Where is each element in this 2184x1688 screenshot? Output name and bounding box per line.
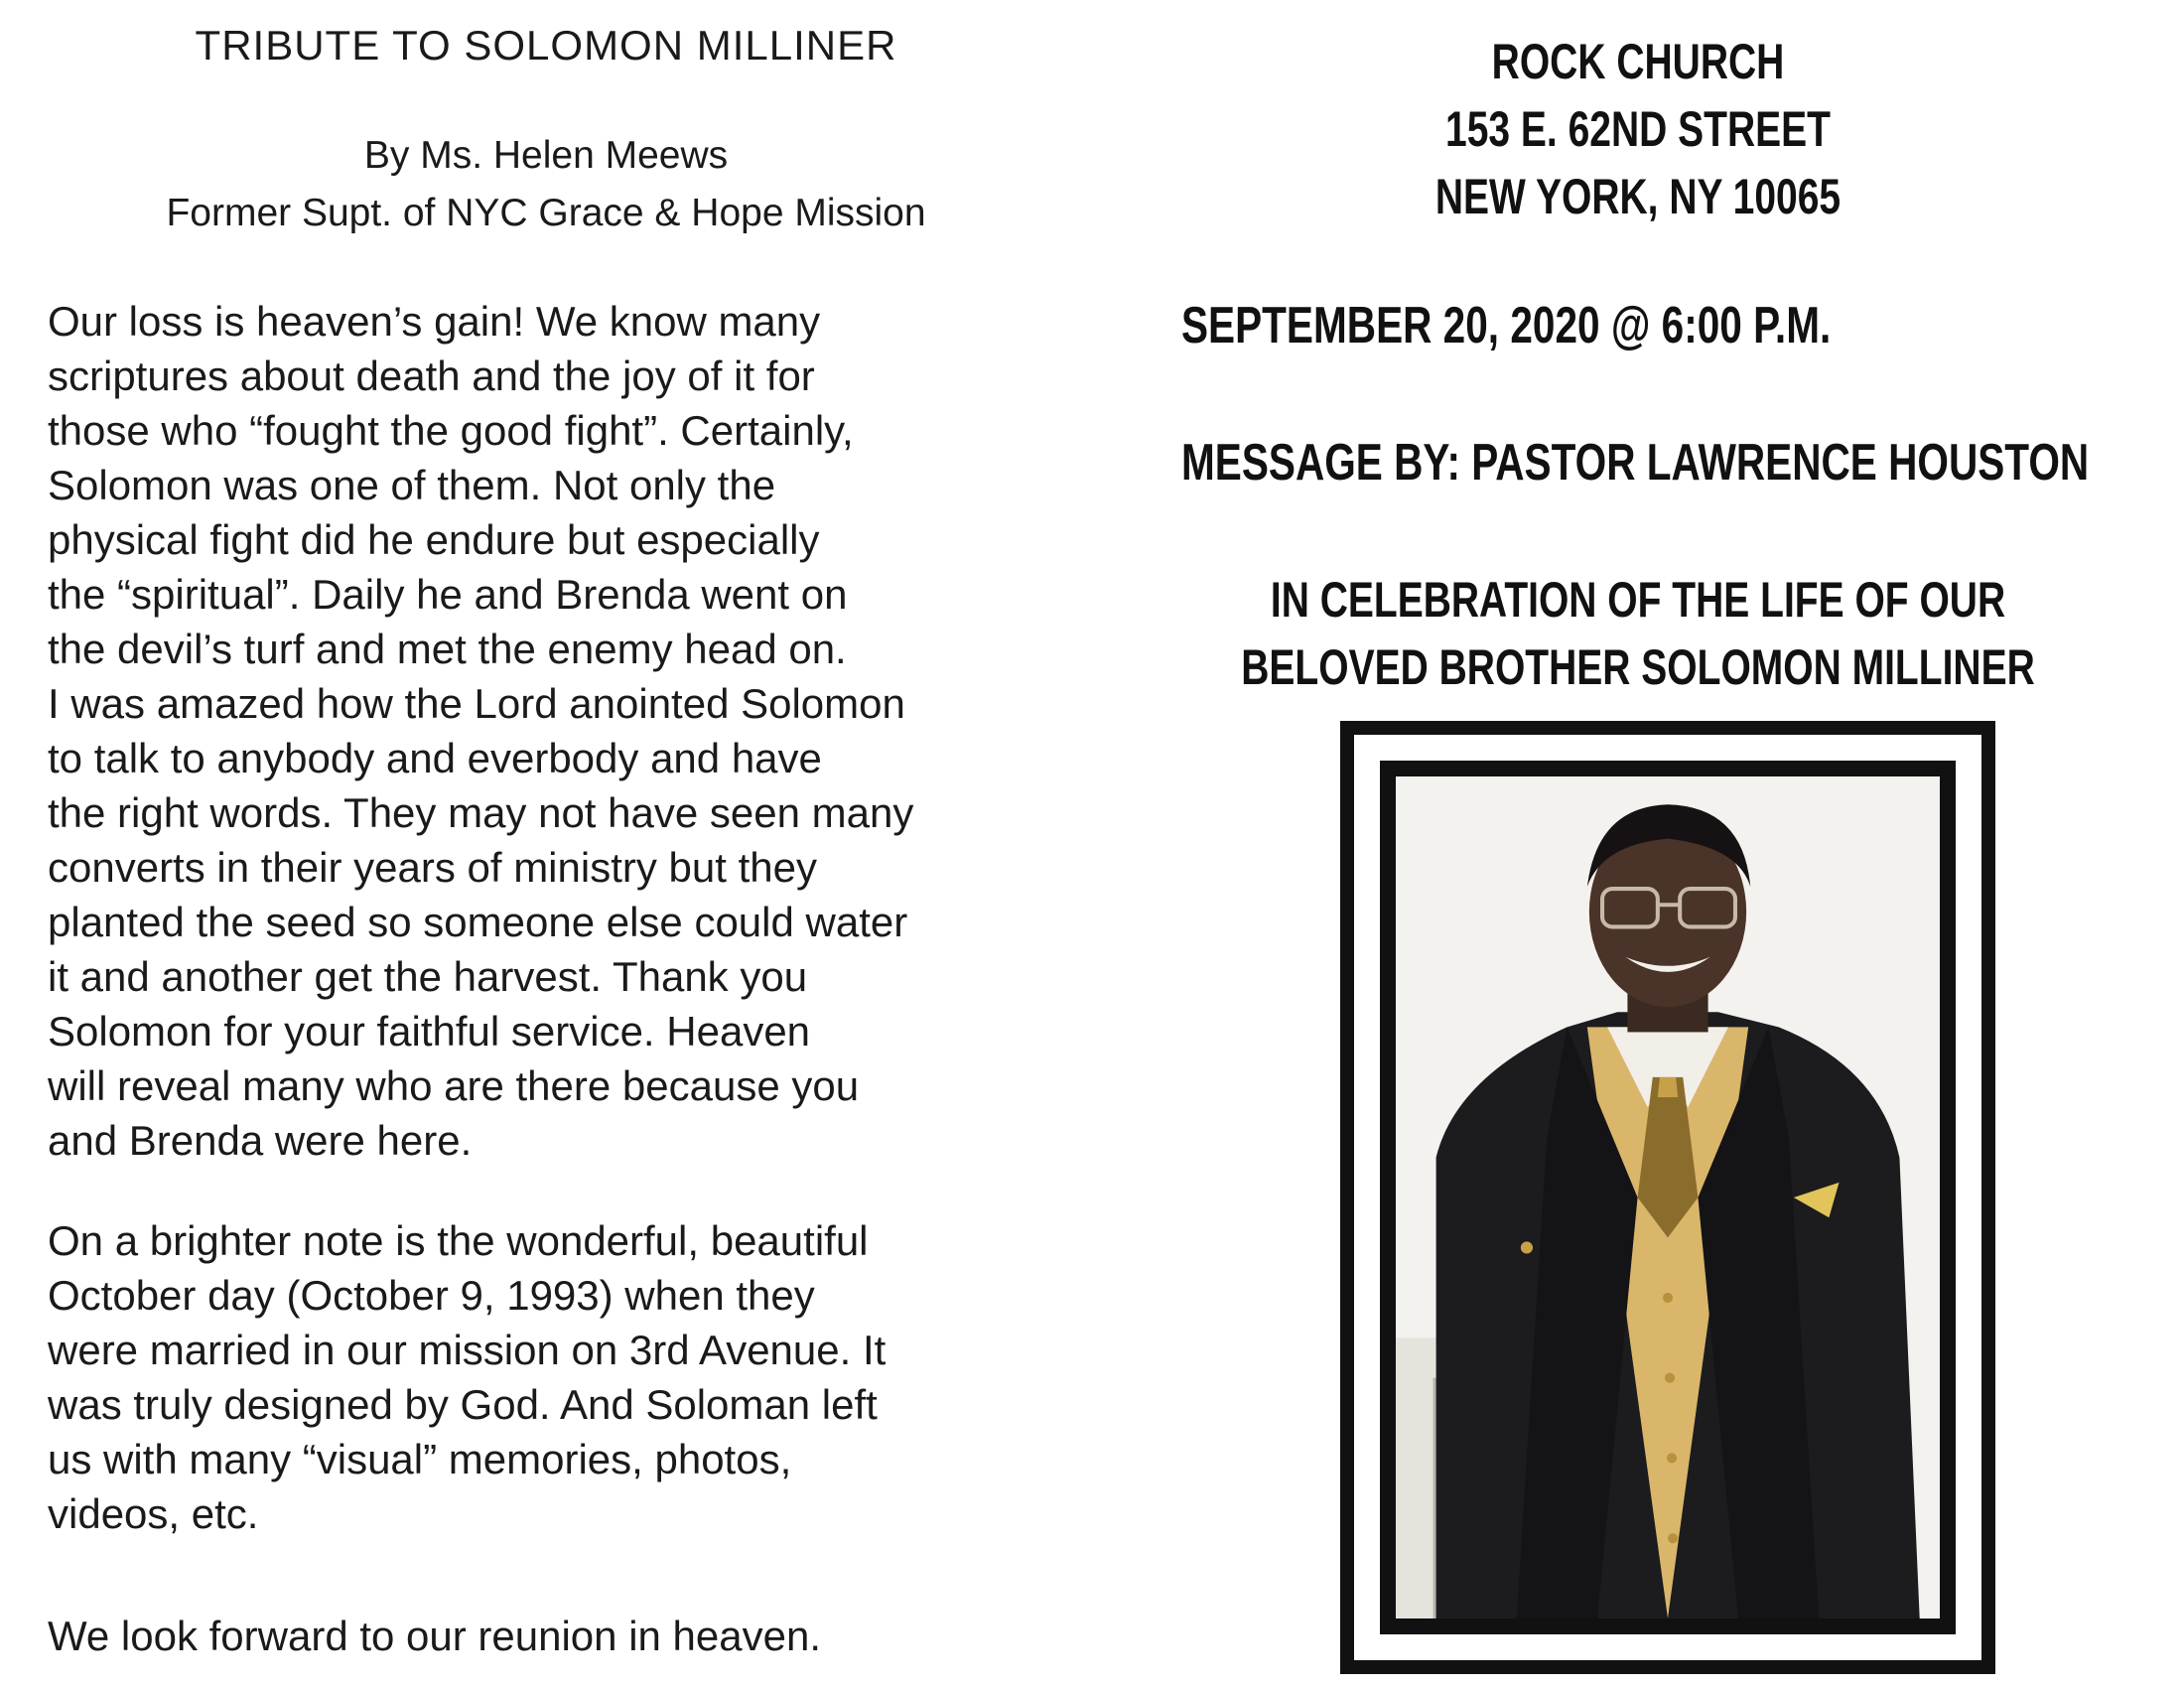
paragraph-line: the “spiritual”. Daily he and Brenda went on [48,571,848,618]
paragraph-line: the right words. They may not have seen many [48,789,914,836]
tribute-paragraph-2 [48,1213,1080,1541]
photo-inner-border [1380,761,1956,1634]
paragraph-line: planted the seed so someone else could water [48,899,908,945]
paragraph-line: those who “fought the good fight”. Certainly, [48,407,854,454]
service-page [1092,0,2184,1688]
paragraph-line: converts in their years of ministry but they [48,844,817,891]
celebration-line-2: BELOVED BROTHER SOLOMON MILLINER [1241,639,2035,695]
church-street: 153 E. 62ND STREET [1444,101,1831,157]
paragraph-line: videos, etc. [48,1490,259,1537]
celebration-line-1: IN CELEBRATION OF THE LIFE OF OUR [1270,572,2006,628]
paragraph-line: us with many “visual” memories, photos, [48,1436,792,1482]
photo-mat [1354,735,1981,1660]
paragraph-line: Our loss is heaven’s gain! We know many [48,298,821,345]
paragraph-line: On a brighter note is the wonderful, beautiful [48,1217,869,1264]
celebration-heading [1212,566,2064,701]
paragraph-line: October day (October 9, 1993) when they [48,1272,815,1319]
paragraph-line: Solomon for your faithful service. Heaven [48,1008,811,1055]
paragraph-line: the devil’s turf and met the enemy head on. [48,626,847,672]
paragraph-line: I was amazed how the Lord anointed Solomon [48,680,905,727]
paragraph-line: will reveal many who are there because you [48,1062,860,1109]
portrait-photo [1396,776,1940,1618]
paragraph-line: it and another get the harvest. Thank you [48,953,808,1000]
author-title: Former Supt. of NYC Grace & Hope Mission [166,192,926,234]
church-block [1212,28,2064,230]
service-date-time: SEPTEMBER 20, 2020 @ 6:00 P.M. [1181,297,1832,354]
photo-frame [1340,721,1995,1674]
paragraph-line: and Brenda were here. [48,1117,473,1164]
church-city: NEW YORK, NY 10065 [1434,169,1842,224]
portrait-illustration [1396,776,1940,1618]
tribute-byline [0,127,1092,242]
paragraph-line: physical fight did he endure but especially [48,516,820,563]
paragraph-line: Solomon was one of them. Not only the [48,462,776,508]
tribute-title: TRIBUTE TO SOLOMON MILLINER [195,22,897,69]
paragraph-line: scriptures about death and the joy of it for [48,352,815,399]
tribute-closing [48,1609,1080,1663]
paragraph-line: to talk to anybody and everbody and have [48,735,822,781]
tribute-paragraph-1 [48,294,1080,1168]
church-name: ROCK CHURCH [1491,34,1785,89]
message-by: MESSAGE BY: PASTOR LAWRENCE HOUSTON [1181,434,2090,492]
paragraph-line: was truly designed by God. And Soloman left [48,1381,878,1428]
paragraph-line: were married in our mission on 3rd Avenue. It [48,1327,887,1373]
closing-line: We look forward to our reunion in heaven. [48,1613,822,1659]
author-line: By Ms. Helen Meews [363,134,729,177]
